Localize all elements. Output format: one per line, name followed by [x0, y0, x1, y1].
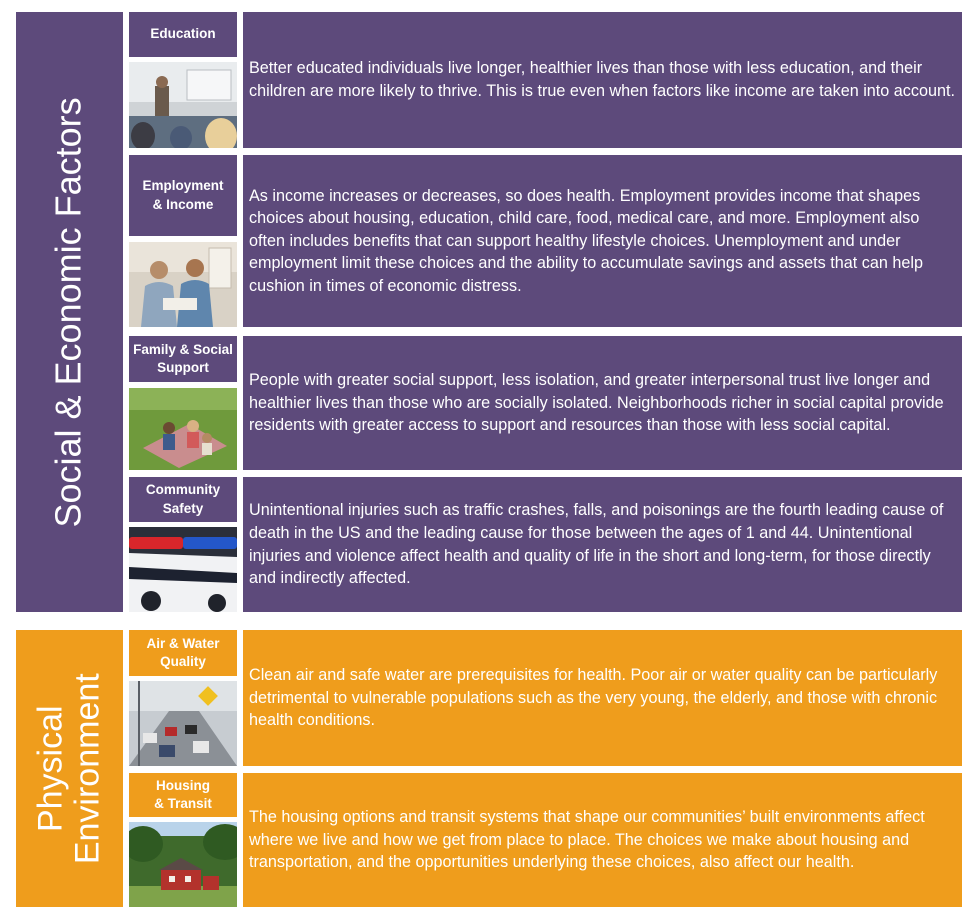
category-family-social-support [129, 336, 237, 382]
category-label-line: Safety [162, 500, 204, 516]
category-label-line: & Transit [154, 796, 212, 811]
section-title [33, 673, 106, 864]
highway-traffic-photo [129, 681, 237, 766]
description-text: As income increases or decreases, so does health. Employment provides income that shapes choices about housing, education, child care, food, medical care, and more. Employment also often includes benefits that can support healthy lifestyle choices. Unemployment and under employment limit these choices and the ability to accumulate savings and assets that can help cushion in times of economic distress. [249, 186, 923, 295]
police-car-photo [129, 527, 237, 612]
category-label-line: Family & Social [133, 341, 233, 357]
category-education [129, 12, 237, 57]
section-title: Social & Economic Factors [48, 96, 90, 528]
description-text: People with greater social support, less isolation, and greater interpersonal trust live longer and healthier lives than those who are socially isolated. Neighborhoods richer in social capital provide residents with greater access to support and resources than those with less social capital. [249, 371, 944, 435]
description-air-water-quality [243, 630, 962, 766]
description-text: The housing options and transit systems that shape our communities’ built environments affect where we live and how we get from place to place. The choices we make about housing and transportation, and the opportunities underlying these choices, also affect our health. [249, 808, 925, 872]
section-label-social-economic [16, 12, 123, 612]
description-community-safety [243, 477, 962, 612]
category-label-line: Community [145, 482, 221, 498]
category-housing-transit [129, 773, 237, 817]
category-air-water-quality [129, 630, 237, 676]
category-label-line: Housing [155, 777, 210, 793]
section-title-line: Physical [31, 705, 70, 832]
family-picnic-photo [129, 388, 237, 470]
red-house-photo [129, 822, 237, 907]
category-community-safety [129, 477, 237, 522]
description-text: Unintentional injuries such as traffic crashes, falls, and poisonings are the fourth leading cause of death in the US and the leading cause for those between the ages of 1 and 44. Unintentional injuries and violence affect health and quality of life in the short and long-term, for those directly and indirectly affected. [249, 501, 944, 588]
description-family-social-support [243, 336, 962, 470]
category-label-line: Employment [142, 178, 224, 194]
category-label: Education [150, 26, 216, 42]
description-text: Clean air and safe water are prerequisites for health. Poor air or water quality can be particularly detrimental to vulnerable populations such as the very young, the elderly, and those with chronic health conditions. [249, 666, 938, 730]
description-text: Better educated individuals live longer, healthier lives than those with less education, and their children are more likely to thrive. This is true even when factors like income are taken into account. [249, 59, 955, 100]
description-education [243, 12, 962, 148]
category-label-line: Support [157, 360, 209, 375]
office-workers-photo [129, 242, 237, 327]
category-label-line: Air & Water [146, 635, 220, 651]
section-label-physical-environment [16, 630, 123, 907]
section-title-line: Environment [68, 673, 107, 864]
category-label-line: & Income [152, 196, 214, 212]
description-housing-transit [243, 773, 962, 907]
classroom-photo [129, 62, 237, 148]
category-employment-income [129, 155, 237, 236]
category-label-line: Quality [160, 654, 206, 669]
description-employment-income [243, 155, 962, 327]
